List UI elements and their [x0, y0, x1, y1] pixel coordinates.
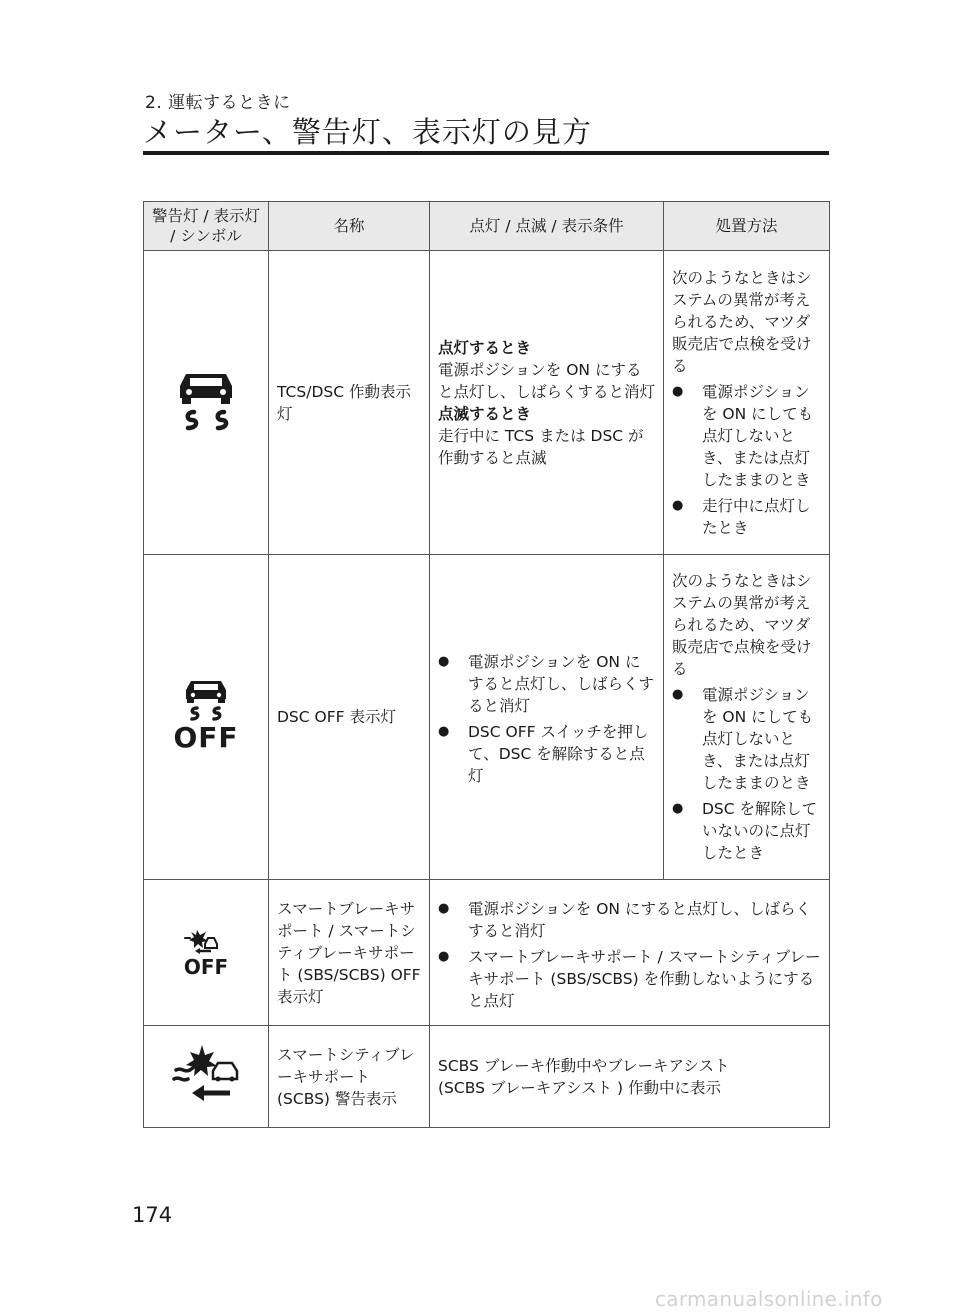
watermark: carmanualsonline.info [655, 1287, 883, 1311]
condition-cell [430, 555, 664, 880]
condition-text: (SCBS ブレーキアシスト ) 作動中に表示 [438, 1078, 722, 1097]
tcs-skid-car-icon [174, 368, 238, 432]
condition-text: 走行中に TCS または DSC が作動すると点滅 [438, 426, 644, 467]
symbol-cell [144, 555, 269, 880]
action-list [672, 381, 821, 539]
action-intro: 次のようなときはシステムの異常が考えられるため、マツダ販売店で点検を受ける [672, 572, 812, 678]
action-intro: 次のようなときはシステムの異常が考えられるため、マツダ販売店で点検を受ける [672, 268, 812, 375]
icon-off-label: OFF [173, 721, 239, 749]
indicator-name: スマートブレーキサポート / スマートシティブレーキサポート (SBS/SCBS) OFF 表示灯 [269, 880, 430, 1026]
page-title: メーター、警告灯、表示灯の見方 [143, 115, 592, 149]
list-item: ● 電源ポジションを ON にすると点灯し、しばらくすると消灯 [438, 651, 655, 717]
condition-text: SCBS ブレーキ作動中やブレーキアシスト [438, 1056, 730, 1075]
table-row [144, 251, 830, 555]
icon-off-label: OFF [183, 954, 229, 976]
action-cell [664, 251, 830, 555]
list-item: ● DSC OFF スイッチを押して、DSC を解除すると点灯 [438, 721, 655, 787]
indicator-table [143, 201, 830, 1128]
condition-list [438, 898, 821, 1012]
condition-list [438, 651, 655, 787]
condition-text: 電源ポジションを ON にすると点灯し、しばらくすると消灯 [438, 360, 656, 401]
symbol-cell [144, 880, 269, 1026]
condition-cell [430, 880, 830, 1026]
action-list [672, 684, 821, 864]
indicator-name: TCS/DSC 作動表示灯 [269, 251, 430, 555]
indicator-name: スマートシティブレーキサポート (SCBS) 警告表示 [269, 1026, 430, 1128]
condition-cell [430, 1026, 830, 1128]
condition-cell [430, 251, 664, 555]
list-item: ● 電源ポジションを ON にすると点灯し、しばらくすると消灯 [438, 898, 821, 942]
list-item: ● 電源ポジションを ON にしても点灯しないとき、または点灯したままのとき [672, 381, 821, 491]
list-item: ● DSC を解除していないのに点灯したとき [672, 798, 821, 864]
symbol-cell [144, 251, 269, 555]
header-name: 名称 [269, 202, 430, 251]
header-action: 処置方法 [664, 202, 830, 251]
symbol-cell [144, 1026, 269, 1128]
list-item: ● スマートブレーキサポート / スマートシティブレーキサポート (SBS/SCBS) を作動しないようにすると点灯 [438, 946, 821, 1012]
sbs-scbs-off-icon [181, 924, 231, 976]
table-row [144, 1026, 830, 1128]
page-number: 174 [132, 1203, 173, 1227]
scbs-warning-icon [168, 1043, 244, 1105]
header-symbol: 警告灯 / 表示灯 / シンボル [144, 202, 269, 251]
section-label: 2. 運転するときに [145, 93, 291, 113]
dsc-off-icon [171, 679, 241, 749]
list-item: ● 走行中に点灯したとき [672, 495, 821, 539]
indicator-name: DSC OFF 表示灯 [269, 555, 430, 880]
condition-heading: 点灯するとき [438, 338, 532, 357]
title-rule [143, 151, 829, 155]
list-item: ● 電源ポジションを ON にしても点灯しないとき、または点灯したままのとき [672, 684, 821, 794]
table-row [144, 555, 830, 880]
table-row [144, 880, 830, 1026]
action-cell [664, 555, 830, 880]
header-condition: 点灯 / 点滅 / 表示条件 [430, 202, 664, 251]
condition-heading: 点滅するとき [438, 404, 532, 423]
table-header-row [144, 202, 830, 251]
